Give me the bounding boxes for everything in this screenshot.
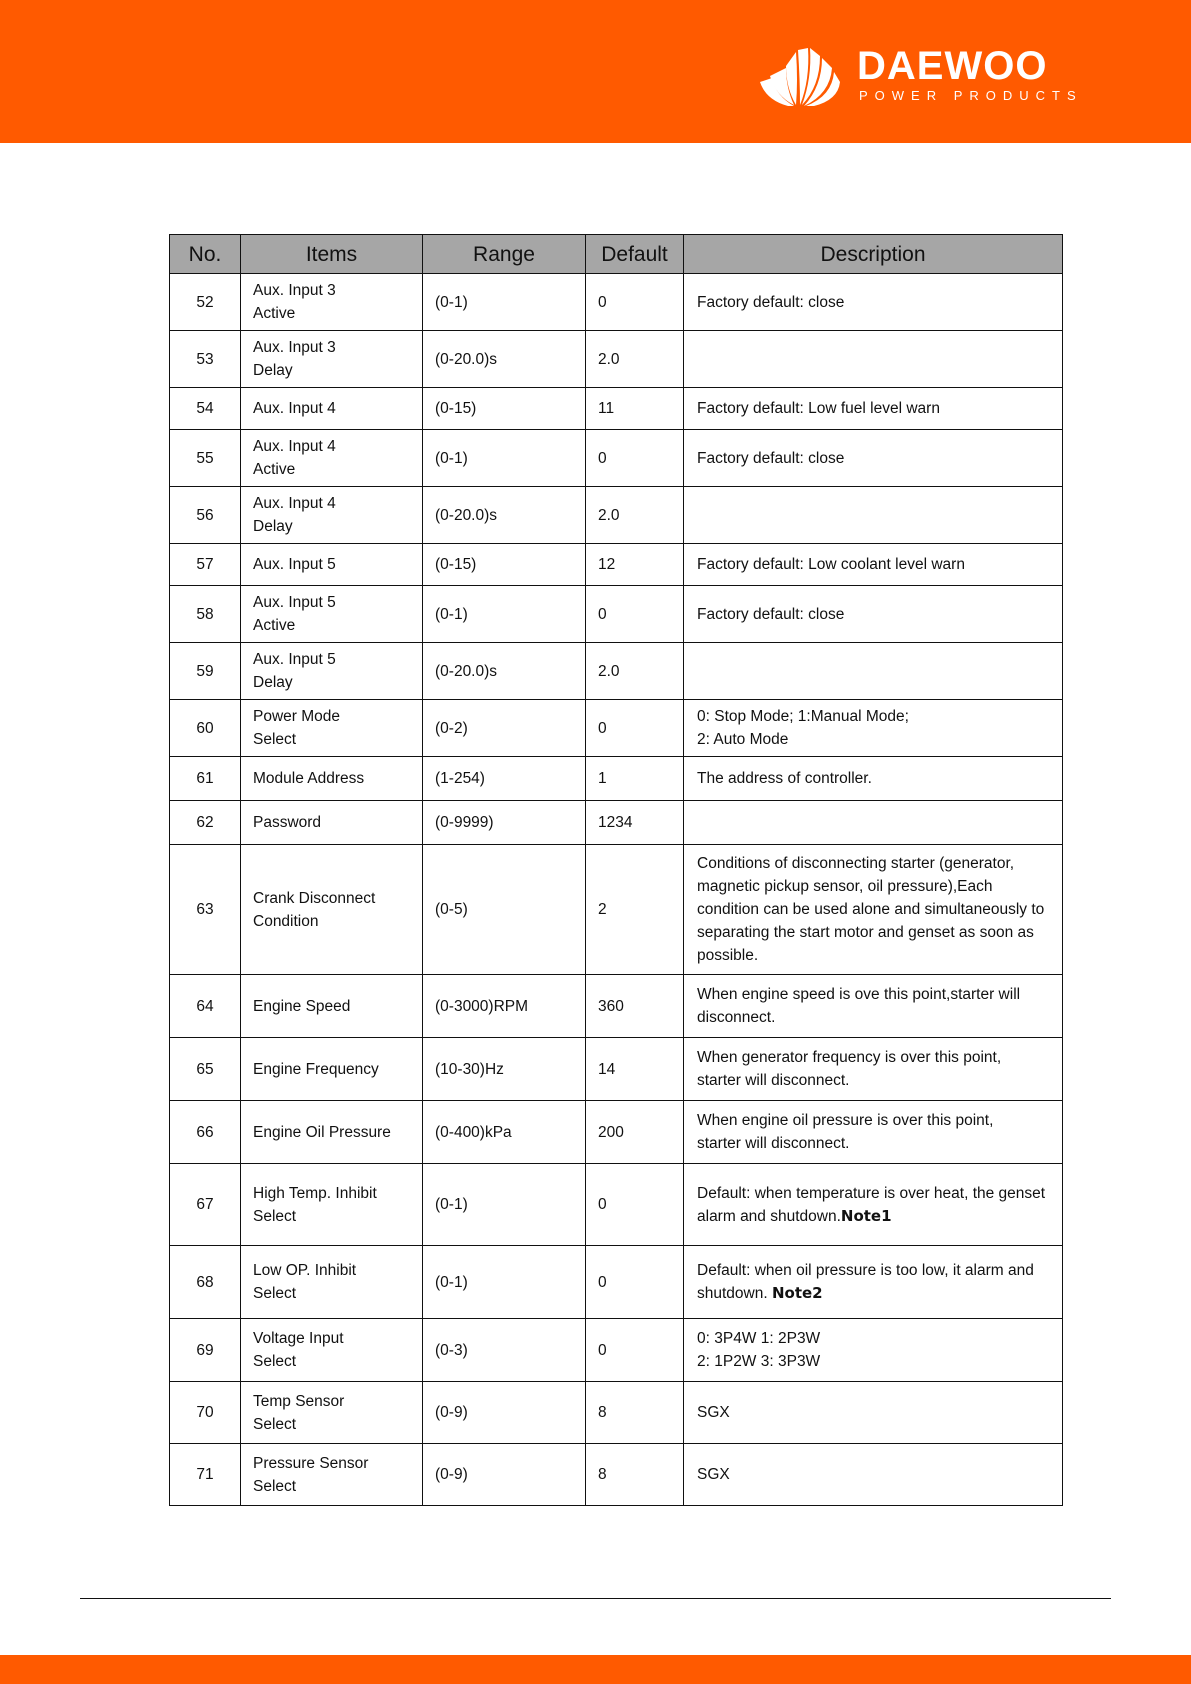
- cell-range: [423, 700, 586, 757]
- cell-default: [586, 274, 684, 331]
- default-value: 8: [598, 1404, 607, 1421]
- cell-range: [423, 487, 586, 544]
- range-value: (0-15): [435, 556, 477, 573]
- row-number: 56: [196, 506, 214, 524]
- table-header-row: [170, 235, 1063, 274]
- cell-description: [684, 1444, 1063, 1506]
- cell-description: [684, 1382, 1063, 1444]
- row-number: 55: [196, 449, 214, 467]
- cell-item: [241, 700, 423, 757]
- range-value: (0-1): [435, 605, 468, 623]
- cell-default: [586, 331, 684, 388]
- footer-bar: [0, 1655, 1191, 1684]
- item-line: Engine Oil Pressure: [253, 1123, 391, 1141]
- cell-default: [586, 430, 684, 487]
- description-line: [697, 1006, 1050, 1029]
- header-default: Default: [586, 235, 684, 274]
- cell-description: [684, 1038, 1063, 1101]
- table-body: [170, 274, 1063, 1506]
- description-text: When generator frequency is over this point,: [697, 1049, 1002, 1066]
- description-line: [697, 875, 1050, 898]
- default-value: 1234: [598, 814, 633, 831]
- default-value: 0: [598, 719, 607, 737]
- item-line: Engine Speed: [253, 997, 351, 1015]
- description-text: 2: 1P2W 3: 3P3W: [697, 1353, 821, 1370]
- cell-item: [241, 845, 423, 975]
- description-line: [697, 1327, 1050, 1350]
- cell-no: [170, 388, 241, 430]
- cell-description: [684, 643, 1063, 700]
- cell-no: [170, 845, 241, 975]
- cell-description: [684, 1164, 1063, 1246]
- header-items: Items: [241, 235, 423, 274]
- description-text: Factory default: Low fuel level warn: [697, 400, 940, 417]
- item-line: Aux. Input 4: [253, 495, 336, 512]
- page-header: [0, 0, 1191, 143]
- description-text: Factory default: close: [697, 605, 845, 623]
- table-row: [170, 643, 1063, 700]
- item-line: Delay: [253, 362, 293, 379]
- cell-range: [423, 757, 586, 801]
- row-number: 57: [196, 556, 214, 573]
- description-line: [697, 1182, 1050, 1205]
- header-no: No.: [170, 235, 241, 274]
- default-value: 12: [598, 556, 616, 573]
- item-line: Aux. Input 4: [253, 438, 336, 455]
- cell-range: [423, 274, 586, 331]
- description-text: Default: when temperature is over heat, the genset: [697, 1184, 1046, 1202]
- description-text: possible.: [697, 947, 759, 964]
- description-line: [697, 1205, 1050, 1228]
- row-number: 64: [196, 997, 214, 1015]
- cell-description: [684, 975, 1063, 1038]
- cell-description: [684, 845, 1063, 975]
- description-text: separating the start motor and genset as soon as: [697, 924, 1034, 941]
- cell-range: [423, 1382, 586, 1444]
- item-line: Aux. Input 3: [253, 339, 336, 356]
- cell-default: [586, 1246, 684, 1319]
- default-value: 0: [598, 1341, 607, 1359]
- settings-table-container: [169, 234, 1063, 1506]
- default-value: 11: [598, 400, 615, 417]
- parameter-table: [169, 234, 1063, 1506]
- description-line: [697, 852, 1050, 875]
- cell-range: [423, 586, 586, 643]
- table-row: [170, 487, 1063, 544]
- row-number: 61: [196, 770, 214, 787]
- cell-no: [170, 801, 241, 845]
- item-line: Low OP. Inhibit: [253, 1262, 357, 1279]
- description-line: [697, 1282, 1050, 1305]
- table-row: [170, 274, 1063, 331]
- cell-item: [241, 1164, 423, 1246]
- table-row: [170, 1038, 1063, 1101]
- cell-item: [241, 430, 423, 487]
- cell-description: [684, 700, 1063, 757]
- item-line: Aux. Input 5: [253, 594, 336, 611]
- table-row: [170, 1164, 1063, 1246]
- cell-description: [684, 801, 1063, 845]
- table-row: [170, 700, 1063, 757]
- range-value: (0-1): [435, 293, 468, 311]
- cell-default: [586, 487, 684, 544]
- cell-description: [684, 586, 1063, 643]
- default-value: 2: [598, 901, 607, 918]
- description-text: condition can be used alone and simultaneously to: [697, 901, 1045, 918]
- row-number: 65: [196, 1060, 214, 1078]
- cell-default: [586, 388, 684, 430]
- cell-item: [241, 1444, 423, 1506]
- cell-default: [586, 845, 684, 975]
- description-text: Conditions of disconnecting starter (generator,: [697, 855, 1015, 872]
- table-row: [170, 331, 1063, 388]
- item-line: Active: [253, 617, 296, 634]
- range-value: (0-5): [435, 901, 468, 918]
- description-text: Default: when oil pressure is too low, it alarm and: [697, 1262, 1034, 1279]
- row-number: 67: [196, 1196, 214, 1213]
- description-text: shutdown.: [697, 1285, 772, 1302]
- table-row: [170, 1101, 1063, 1164]
- cell-no: [170, 274, 241, 331]
- cell-default: [586, 1319, 684, 1382]
- footer-divider: [80, 1598, 1111, 1599]
- cell-no: [170, 1444, 241, 1506]
- description-text: alarm and shutdown.: [697, 1207, 841, 1225]
- cell-item: [241, 1038, 423, 1101]
- row-number: 69: [196, 1341, 214, 1359]
- item-line: Select: [253, 1207, 297, 1225]
- cell-item: [241, 586, 423, 643]
- cell-default: [586, 1164, 684, 1246]
- cell-range: [423, 975, 586, 1038]
- cell-default: [586, 757, 684, 801]
- cell-no: [170, 1382, 241, 1444]
- table-row: [170, 1319, 1063, 1382]
- default-value: 1: [598, 770, 607, 787]
- item-line: Aux. Input 3: [253, 282, 336, 299]
- cell-no: [170, 487, 241, 544]
- item-line: Engine Frequency: [253, 1060, 379, 1078]
- default-value: 0: [598, 293, 607, 311]
- default-value: 0: [598, 449, 607, 467]
- cell-item: [241, 388, 423, 430]
- description-text: When engine oil pressure is over this point,: [697, 1112, 994, 1129]
- range-value: (0-1): [435, 1273, 468, 1291]
- description-text: 2: Auto Mode: [697, 731, 789, 748]
- range-value: (0-20.0)s: [435, 506, 498, 524]
- default-value: 2.0: [598, 662, 620, 680]
- header-description: Description: [684, 235, 1063, 274]
- range-value: (0-15): [435, 400, 477, 417]
- description-line: [697, 1350, 1050, 1373]
- item-line: Delay: [253, 518, 293, 535]
- cell-no: [170, 586, 241, 643]
- cell-range: [423, 1444, 586, 1506]
- default-value: 8: [598, 1466, 607, 1483]
- range-value: (1-254): [435, 770, 485, 787]
- cell-item: [241, 1382, 423, 1444]
- cell-range: [423, 801, 586, 845]
- description-text: Factory default: close: [697, 293, 845, 311]
- description-line: [697, 603, 1050, 626]
- range-value: (0-9999): [435, 814, 494, 831]
- cell-range: [423, 544, 586, 586]
- table-row: [170, 1444, 1063, 1506]
- row-number: 68: [196, 1273, 214, 1291]
- row-number: 54: [196, 400, 214, 417]
- item-line: Crank Disconnect: [253, 889, 376, 907]
- description-line: [697, 553, 1050, 576]
- row-number: 63: [196, 901, 214, 918]
- range-value: (0-3000)RPM: [435, 997, 529, 1015]
- row-number: 58: [196, 605, 214, 623]
- brand-name: DAEWOO: [857, 44, 1048, 88]
- description-text: 0: 3P4W 1: 2P3W: [697, 1330, 821, 1347]
- cell-item: [241, 544, 423, 586]
- cell-no: [170, 1101, 241, 1164]
- row-number: 59: [196, 662, 214, 680]
- cell-range: [423, 643, 586, 700]
- cell-description: [684, 274, 1063, 331]
- item-line: Pressure Sensor: [253, 1454, 369, 1472]
- description-line: [697, 767, 1050, 790]
- range-value: (0-9): [435, 1404, 468, 1421]
- item-line: Active: [253, 305, 296, 322]
- note-reference: Note1: [840, 1206, 892, 1225]
- cell-item: [241, 1101, 423, 1164]
- default-value: 2.0: [598, 506, 620, 524]
- row-number: 62: [196, 814, 214, 831]
- table-row: [170, 1382, 1063, 1444]
- description-line: [697, 728, 1050, 751]
- cell-default: [586, 544, 684, 586]
- cell-no: [170, 544, 241, 586]
- cell-default: [586, 586, 684, 643]
- cell-no: [170, 1164, 241, 1246]
- brand-logo: [756, 42, 1083, 112]
- row-number: 60: [196, 719, 214, 737]
- table-row: [170, 801, 1063, 845]
- cell-description: [684, 388, 1063, 430]
- default-value: 360: [598, 997, 624, 1015]
- cell-description: [684, 1319, 1063, 1382]
- cell-description: [684, 430, 1063, 487]
- cell-range: [423, 1101, 586, 1164]
- row-number: 71: [196, 1466, 214, 1483]
- item-line: Password: [253, 814, 322, 831]
- default-value: 2.0: [598, 350, 620, 368]
- description-line: [697, 1463, 1050, 1486]
- range-value: (10-30)Hz: [435, 1060, 504, 1078]
- cell-item: [241, 487, 423, 544]
- description-line: [697, 705, 1050, 728]
- description-text: SGX: [697, 1404, 730, 1421]
- cell-item: [241, 643, 423, 700]
- daewoo-fan-icon: [756, 42, 840, 108]
- cell-range: [423, 388, 586, 430]
- cell-no: [170, 700, 241, 757]
- cell-description: [684, 1246, 1063, 1319]
- cell-no: [170, 1038, 241, 1101]
- cell-no: [170, 430, 241, 487]
- description-line: [697, 397, 1050, 420]
- cell-default: [586, 1444, 684, 1506]
- default-value: 0: [598, 1196, 607, 1213]
- cell-range: [423, 1038, 586, 1101]
- table-row: [170, 388, 1063, 430]
- description-text: SGX: [697, 1466, 730, 1483]
- cell-default: [586, 975, 684, 1038]
- table-row: [170, 430, 1063, 487]
- cell-range: [423, 845, 586, 975]
- range-value: (0-400)kPa: [435, 1123, 512, 1141]
- cell-range: [423, 1164, 586, 1246]
- cell-description: [684, 1101, 1063, 1164]
- range-value: (0-9): [435, 1466, 468, 1483]
- description-line: [697, 1109, 1050, 1132]
- cell-item: [241, 331, 423, 388]
- cell-default: [586, 801, 684, 845]
- item-line: Condition: [253, 912, 319, 930]
- cell-item: [241, 1319, 423, 1382]
- table-row: [170, 586, 1063, 643]
- row-number: 52: [196, 293, 214, 311]
- description-line: [697, 944, 1050, 967]
- cell-default: [586, 1101, 684, 1164]
- note-reference: Note2: [771, 1284, 823, 1302]
- cell-description: [684, 757, 1063, 801]
- cell-no: [170, 1319, 241, 1382]
- cell-range: [423, 331, 586, 388]
- cell-default: [586, 1038, 684, 1101]
- row-number: 70: [196, 1404, 214, 1421]
- row-number: 53: [196, 350, 214, 368]
- range-value: (0-20.0)s: [435, 662, 498, 680]
- description-line: [697, 1046, 1050, 1069]
- row-number: 66: [196, 1123, 214, 1141]
- item-line: Select: [253, 1415, 297, 1433]
- cell-item: [241, 757, 423, 801]
- cell-item: [241, 1246, 423, 1319]
- brand-tagline: POWER PRODUCTS: [859, 88, 1083, 103]
- default-value: 14: [598, 1060, 616, 1078]
- item-line: Aux. Input 5: [253, 651, 336, 668]
- cell-description: [684, 331, 1063, 388]
- cell-default: [586, 1382, 684, 1444]
- description-line: [697, 447, 1050, 470]
- cell-range: [423, 1319, 586, 1382]
- cell-item: [241, 274, 423, 331]
- cell-range: [423, 430, 586, 487]
- description-line: [697, 921, 1050, 944]
- default-value: 0: [598, 1273, 607, 1291]
- description-text: Factory default: close: [697, 449, 845, 467]
- cell-no: [170, 1246, 241, 1319]
- description-line: [697, 898, 1050, 921]
- item-line: Select: [253, 1477, 297, 1495]
- item-line: Aux. Input 4: [253, 400, 336, 417]
- cell-item: [241, 975, 423, 1038]
- header-range: Range: [423, 235, 586, 274]
- cell-description: [684, 487, 1063, 544]
- description-line: [697, 291, 1050, 314]
- description-line: [697, 1132, 1050, 1155]
- description-text: magnetic pickup sensor, oil pressure),Each: [697, 878, 993, 895]
- description-text: starter will disconnect.: [697, 1135, 850, 1152]
- description-line: [697, 1401, 1050, 1424]
- table-row: [170, 975, 1063, 1038]
- description-text: When engine speed is ove this point,starter will: [697, 986, 1021, 1003]
- item-line: Power Mode: [253, 708, 341, 725]
- item-line: Temp Sensor: [253, 1392, 345, 1410]
- description-text: The address of controller.: [697, 770, 872, 787]
- cell-no: [170, 757, 241, 801]
- description-line: [697, 1069, 1050, 1092]
- default-value: 200: [598, 1123, 624, 1141]
- description-text: 0: Stop Mode; 1:Manual Mode;: [697, 708, 909, 725]
- description-text: starter will disconnect.: [697, 1072, 850, 1089]
- range-value: (0-3): [435, 1341, 468, 1359]
- item-line: Delay: [253, 674, 293, 691]
- item-line: Select: [253, 1285, 297, 1302]
- description-text: Factory default: Low coolant level warn: [697, 556, 965, 573]
- table-row: [170, 1246, 1063, 1319]
- item-line: Select: [253, 731, 297, 748]
- default-value: 0: [598, 605, 607, 623]
- description-line: [697, 1259, 1050, 1282]
- description-text: disconnect.: [697, 1009, 776, 1026]
- table-row: [170, 544, 1063, 586]
- item-line: Aux. Input 5: [253, 556, 336, 573]
- description-line: [697, 983, 1050, 1006]
- cell-description: [684, 544, 1063, 586]
- item-line: Voltage Input: [253, 1330, 344, 1347]
- item-line: Select: [253, 1353, 297, 1370]
- cell-no: [170, 331, 241, 388]
- table-row: [170, 845, 1063, 975]
- cell-item: [241, 801, 423, 845]
- cell-default: [586, 643, 684, 700]
- range-value: (0-20.0)s: [435, 350, 498, 368]
- cell-no: [170, 643, 241, 700]
- cell-no: [170, 975, 241, 1038]
- range-value: (0-1): [435, 1196, 468, 1213]
- item-line: Active: [253, 461, 296, 478]
- table-row: [170, 757, 1063, 801]
- range-value: (0-2): [435, 719, 468, 737]
- cell-range: [423, 1246, 586, 1319]
- range-value: (0-1): [435, 449, 468, 467]
- cell-default: [586, 700, 684, 757]
- item-line: Module Address: [253, 770, 365, 787]
- item-line: High Temp. Inhibit: [253, 1184, 377, 1202]
